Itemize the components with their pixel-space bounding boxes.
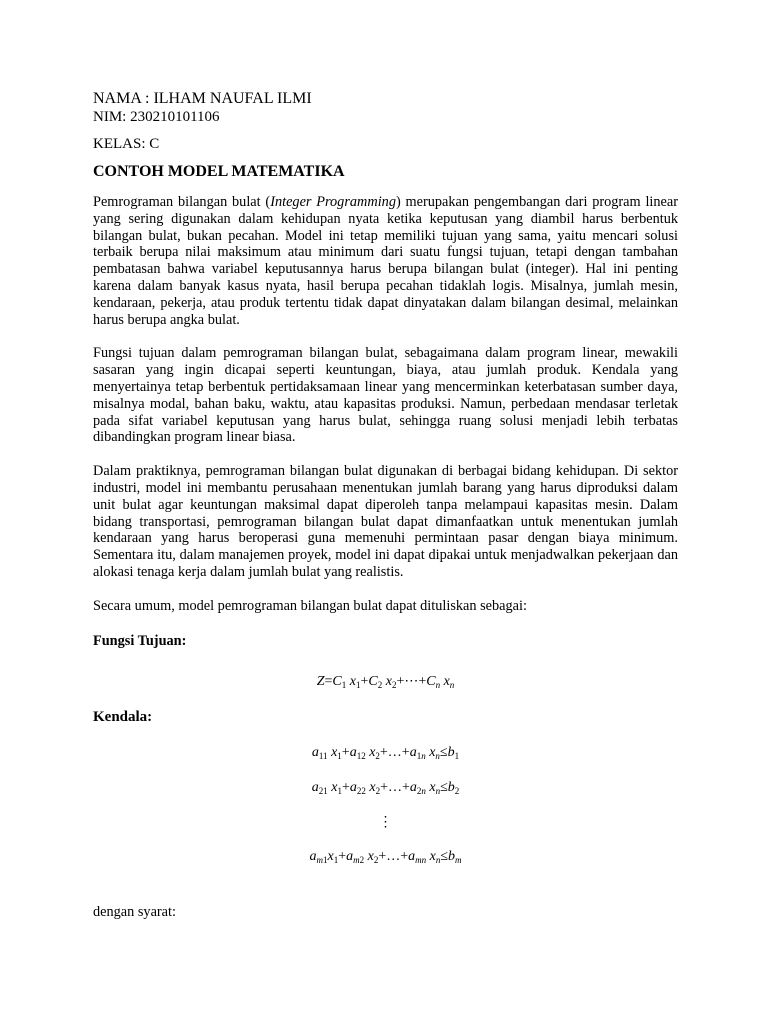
paragraph-1-start: Pemrograman bilangan bulat ( xyxy=(93,194,271,210)
document-body xyxy=(93,89,678,649)
paragraph-2: Fungsi tujuan dalam pemrograman bilangan bulat, sebagaimana dalam program linear, mewakili sasaran yang ingin dicapai seperti keuntungan, biaya, atau jumlah produk. Kendala yang menyertainya tetap berbentuk pertidaksamaan linear yang mencerminkan keterbatasan sumber daya, misalnya modal, bahan baku, waktu, atau kapasitas produksi. Namun, perbedaan mendasar terletak pada sifat variabel keputusan yang harus bulat, sehingga ruang solusi menjadi lebih terbatas dibandingkan program linear biasa. xyxy=(93,345,678,446)
student-nim: NIM: 230210101106 xyxy=(93,109,220,125)
paragraph-1-italic-term: Integer Programming xyxy=(270,194,396,210)
constraints-heading: Kendala: xyxy=(93,709,153,725)
conditions-text: dengan syarat: xyxy=(93,904,176,920)
paragraph-1 xyxy=(93,194,678,328)
conditions-wrap xyxy=(0,904,678,921)
constraint-equation-1: $a_{11}$ $x_1+a_{12}$ $x_2+\dots+a_{1n}$ $x_n\le b_1$ xyxy=(311,745,460,761)
document-title: CONTOH MODEL MATEMATIKA xyxy=(93,163,345,180)
objective-equation xyxy=(93,673,678,690)
paragraph-1-rest: ) merupakan pengembangan dari program linear yang sering digunakan dalam kehidupan nyata ketika keputusan yang diambil harus berbentuk bilangan bulat, bukan pecahan. Model ini tetap memiliki tujuan yang sama, yaitu mencari solusi terbaik berupa nilai maksimum atau minimum dari suatu fungsi tujuan, tetapi dengan tambahan pembatasan bahwa variabel keputusannya harus berupa bilangan bulat (integer). Hal ini penting karena dalam banyak kasus nyata, hasil berupa pecahan tidaklah logis. Misalnya, jumlah mesin, kendaraan, pekerja, atau produk tertentu tidak dapat dinyatakan dalam bilangan desimal, melainkan harus berupa angka bulat. xyxy=(93,194,678,328)
constraint-equation-m: $a_{m1}x_1+a_{m2}$ $x_2+\dots+a_{mn}$ $x_n\le b_m$ xyxy=(309,849,462,865)
student-name: NAMA : ILHAM NAUFAL ILMI xyxy=(93,90,312,107)
student-class: KELAS: C xyxy=(93,136,160,152)
constraints-heading-wrap xyxy=(0,709,678,726)
paragraph-3: Dalam praktiknya, pemrograman bilangan bulat digunakan di berbagai bidang kehidupan. Di sektor industri, model ini membantu perusahaan menentukan jumlah barang yang harus diproduksi dalam unit bulat agar keuntungan maksimal dapat diperoleh tanpa melampaui kapasitas mesin. Dalam bidang transportasi, pemrograman bilangan bulat dapat dimanfaatkan untuk menentukan jumlah kendaraan yang harus beroperasi guna memenuhi permintaan pasar dengan biaya minimum. Sementara itu, dalam manajemen proyek, model ini dapat dipakai untuk menjadwalkan pekerjaan dan alokasi tenaga kerja dalam jumlah bulat yang realistis. xyxy=(93,463,678,580)
constraint-equation-2: $a_{21}$ $x_1+a_{22}$ $x_2+\dots+a_{2n}$ $x_n\le b_2$ xyxy=(311,780,460,796)
vertical-dots: ⋮ xyxy=(378,815,393,830)
objective-equation-text: $Z=C_1$ $x_1+C_2$ $x_2+\cdots+C_n$ $x_n$ xyxy=(316,674,455,690)
paragraph-4: Secara umum, model pemrograman bilangan bulat dapat dituliskan sebagai: xyxy=(93,597,527,614)
objective-heading: Fungsi Tujuan: xyxy=(93,632,187,649)
